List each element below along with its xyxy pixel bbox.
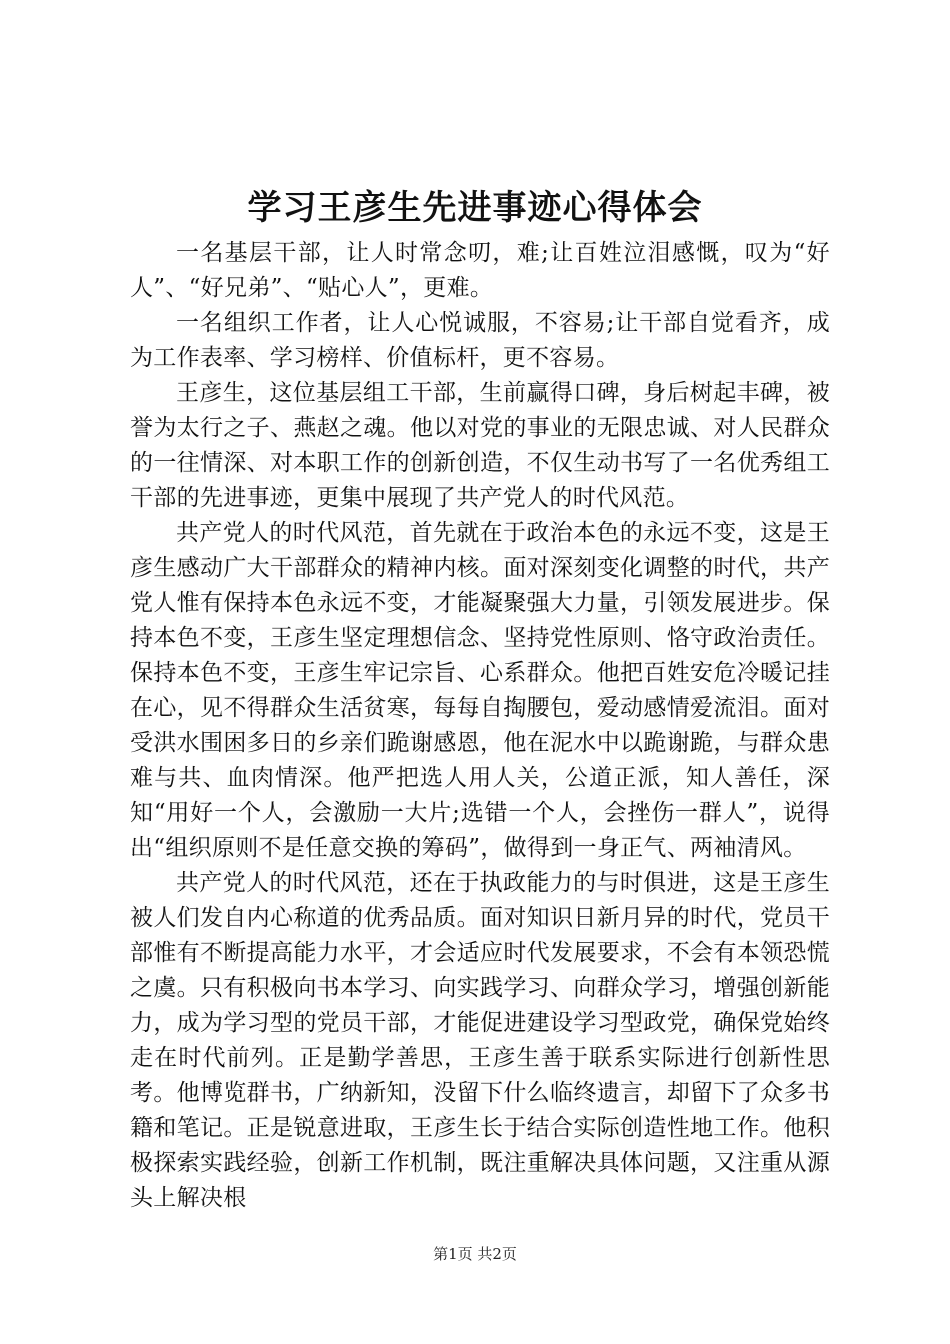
document-body — [130, 236, 830, 1216]
paragraph: 一名基层干部，让人时常念叨，难;让百姓泣泪感慨，叹为“好人”、“好兄弟”、“贴心人”，更难。 — [130, 240, 830, 301]
paragraph: 共产党人的时代风范，还在于执政能力的与时俱进，这是王彦生被人们发自内心称道的优秀品质。面对知识日新月异的时代，党员干部惟有不断提高能力水平，才会适应时代发展要求，不会有本领恐慌之虞。只有积极向书本学习、向实践学习、向群众学习，增强创新能力，成为学习型的党员干部，才能促进建设学习型政党，确保党始终走在时代前列。正是勤学善思，王彦生善于联系实际进行创新性思考。他博览群书，广纳新知，没留下什么临终遗言，却留下了众多书籍和笔记。正是锐意进取，王彦生长于结合实际创造性地工作。他积极探索实践经验，创新工作机制，既注重解决具体问题，又注重从源头上解决根 — [130, 870, 830, 1211]
document-title: 学习王彦生先进事迹心得体会 — [247, 188, 703, 228]
paragraph: 一名组织工作者，让人心悦诚服，不容易;让干部自觉看齐，成为工作表率、学习榜样、价值标杆，更不容易。 — [130, 310, 830, 371]
page-number-footer: 第1页 共2页 — [433, 1245, 517, 1263]
paragraph: 共产党人的时代风范，首先就在于政治本色的永远不变，这是王彦生感动广大干部群众的精神内核。面对深刻变化调整的时代，共产党人惟有保持本色永远不变，才能凝聚强大力量，引领发展进步。保持本色不变，王彦生坚定理想信念、坚持党性原则、恪守政治责任。保持本色不变，王彦生牢记宗旨、心系群众。他把百姓安危冷暖记挂在心，见不得群众生活贫寒，每每自掏腰包，爱动感情爱流泪。面对受洪水围困多日的乡亲们跪谢感恩，他在泥水中以跪谢跪，与群众患难与共、血肉情深。他严把选人用人关，公道正派，知人善任，深知“用好一个人，会激励一大片;选错一个人，会挫伤一群人”，说得出“组织原则不是任意交换的筹码”，做得到一身正气、两袖清风。 — [130, 520, 830, 861]
paragraph: 王彦生，这位基层组工干部，生前赢得口碑，身后树起丰碑，被誉为太行之子、燕赵之魂。他以对党的事业的无限忠诚、对人民群众的一往情深、对本职工作的创新创造，不仅生动书写了一名优秀组工干部的先进事迹，更集中展现了共产党人的时代风范。 — [130, 380, 830, 511]
